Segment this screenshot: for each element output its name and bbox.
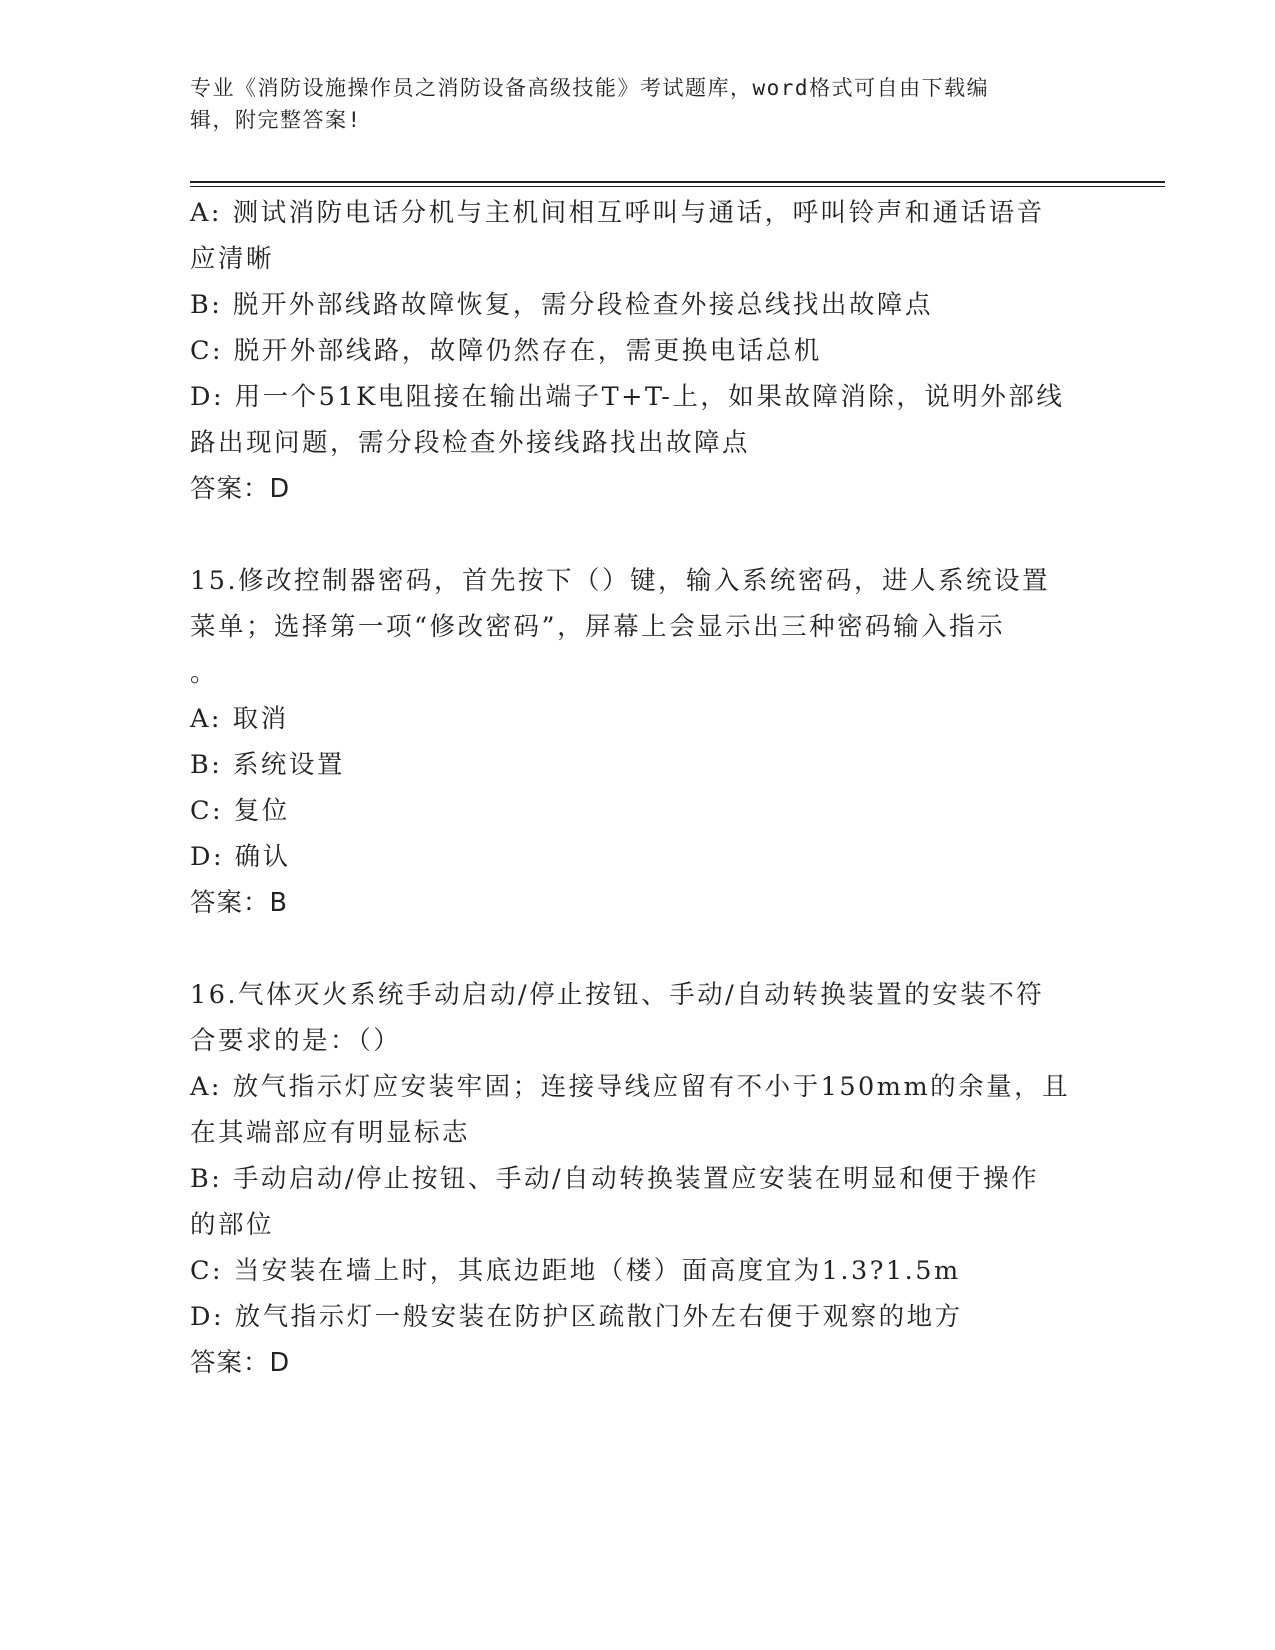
q15-stem-line-2: 菜单；选择第一项“修改密码”，屏幕上会显示出三种密码输入指示 xyxy=(190,612,1006,642)
document-body xyxy=(190,190,1090,1386)
header-line-1: 专业《消防设施操作员之消防设备高级技能》考试题库，word格式可自由下载编 xyxy=(190,76,990,100)
header-divider-thin xyxy=(190,186,1165,187)
q15-option-c: C: 复位 xyxy=(190,796,290,826)
q14-option-a-line-2: 应清晰 xyxy=(190,244,275,274)
q15-answer: 答案：B xyxy=(190,888,288,918)
question-14-block xyxy=(190,190,1090,512)
spacer xyxy=(190,512,1090,558)
q14-option-c: C: 脱开外部线路，故障仍然存在，需更换电话总机 xyxy=(190,336,822,366)
q16-option-a-line-2: 在其端部应有明显标志 xyxy=(190,1118,471,1148)
q16-option-c: C: 当安装在墙上时，其底边距地（楼）面高度宜为1.3?1.5m xyxy=(190,1256,961,1286)
q14-answer: 答案：D xyxy=(190,474,291,504)
q15-stem-line-3: 。 xyxy=(190,658,219,688)
question-16-block xyxy=(190,972,1090,1386)
q16-stem-line-2: 合要求的是：（） xyxy=(190,1026,402,1056)
q14-option-a-line-1: A: 测试消防电话分机与主机间相互呼叫与通话，呼叫铃声和通话语音 xyxy=(190,198,1045,228)
header-divider-thick xyxy=(190,181,1165,183)
document-header xyxy=(190,72,1080,136)
q15-option-d: D: 确认 xyxy=(190,842,291,872)
q15-stem-line-1: 15.修改控制器密码，首先按下（）键，输入系统密码，进人系统设置 xyxy=(190,566,1051,596)
q14-option-d-line-1: D: 用一个51K电阻接在输出端子T+T-上，如果故障消除，说明外部线 xyxy=(190,382,1065,412)
q16-answer: 答案：D xyxy=(190,1348,291,1378)
header-line-2: 辑，附完整答案! xyxy=(190,108,362,132)
q16-stem-line-1: 16.气体灭火系统手动启动/停止按钮、手动/自动转换装置的安装不符 xyxy=(190,980,1045,1010)
q15-option-a: A: 取消 xyxy=(190,704,289,734)
q16-option-a-line-1: A: 放气指示灯应安装牢固；连接导线应留有不小于150mm的余量，且 xyxy=(190,1072,1071,1102)
q14-option-b: B: 脱开外部线路故障恢复，需分段检查外接总线找出故障点 xyxy=(190,290,933,320)
q16-option-b-line-1: B: 手动启动/停止按钮、手动/自动转换装置应安装在明显和便于操作 xyxy=(190,1164,1040,1194)
q15-option-b: B: 系统设置 xyxy=(190,750,345,780)
spacer xyxy=(190,926,1090,972)
q16-option-d: D: 放气指示灯一般安装在防护区疏散门外左右便于观察的地方 xyxy=(190,1302,963,1332)
q14-option-d-line-2: 路出现问题，需分段检查外接线路找出故障点 xyxy=(190,428,751,458)
q16-option-b-line-2: 的部位 xyxy=(190,1210,275,1240)
question-15-block xyxy=(190,558,1090,926)
